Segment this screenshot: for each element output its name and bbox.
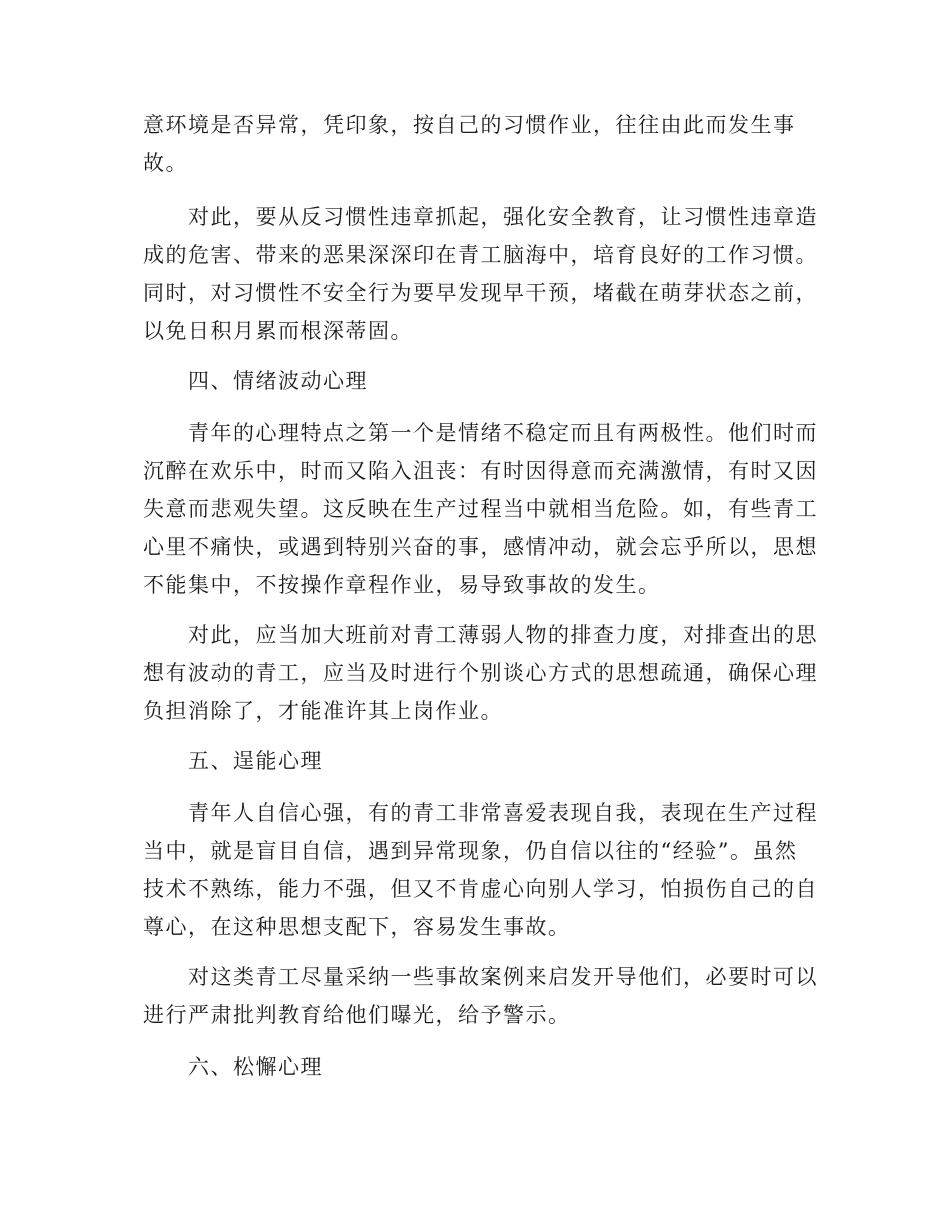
text-line: 尊心，在这种思想支配下，容易发生事故。 <box>143 915 571 939</box>
paragraph-emotion <box>143 414 818 604</box>
paragraph-countermeasure-emotion <box>143 616 818 730</box>
paragraph-countermeasure-habit <box>143 198 818 350</box>
text-line: 对此，应当加大班前对青工薄弱人物的排查力度，对排查出的思 <box>188 623 818 647</box>
text-line: 失意而悲观失望。这反映在生产过程当中就相当危险。如，有些青工 <box>143 497 818 521</box>
text-line: 以免日积月累而根深蒂固。 <box>143 319 413 343</box>
heading-text: 四、情绪波动心理 <box>188 369 368 393</box>
text-line: 青年的心理特点之第一个是情绪不稳定而且有两极性。他们时而 <box>188 421 818 445</box>
text-line: 青年人自信心强，有的青工非常喜爱表现自我，表现在生产过程 <box>188 801 818 825</box>
section-heading-4 <box>143 362 803 400</box>
text-line: 同时，对习惯性不安全行为要早发现早干预，堵截在萌芽状态之前， <box>143 281 818 305</box>
text-line: 对这类青工尽量采纳一些事故案例来启发开导他们，必要时可以 <box>188 965 818 989</box>
text-line: 成的危害、带来的恶果深深印在青工脑海中，培育良好的工作习惯。 <box>143 243 818 267</box>
text-line: 进行严肃批判教育给他们曝光，给予警示。 <box>143 1003 571 1027</box>
text-line: 沉醉在欢乐中，时而又陷入沮丧：有时因得意而充满激情，有时又因 <box>143 459 818 483</box>
text-line: 意环境是否异常，凭印象，按自己的习惯作业，往往由此而发生事 <box>143 113 796 137</box>
text-line: 故。 <box>143 151 188 175</box>
text-line: 技术不熟练，能力不强，但又不肯虚心向别人学习，怕损伤自己的自 <box>143 877 818 901</box>
heading-text: 五、逞能心理 <box>188 749 323 773</box>
text-line: 想有波动的青工，应当及时进行个别谈心方式的思想疏通，确保心理 <box>143 661 818 685</box>
text-line: 不能集中，不按操作章程作业，易导致事故的发生。 <box>143 573 661 597</box>
text-line: 当中，就是盲目自信，遇到异常现象，仍自信以往的“经验”。虽然 <box>143 839 798 863</box>
section-heading-5 <box>143 742 803 780</box>
text-line: 负担消除了，才能准许其上岗作业。 <box>143 699 503 723</box>
heading-text: 六、松懈心理 <box>188 1055 323 1079</box>
section-heading-6 <box>143 1048 803 1086</box>
paragraph-countermeasure-showing-off <box>143 958 818 1034</box>
text-line: 对此，要从反习惯性违章抓起，强化安全教育，让习惯性违章造 <box>188 205 818 229</box>
paragraph-continuation <box>143 106 803 182</box>
paragraph-showing-off <box>143 794 818 946</box>
text-line: 心里不痛快，或遇到特别兴奋的事，感情冲动，就会忘乎所以，思想 <box>143 535 818 559</box>
